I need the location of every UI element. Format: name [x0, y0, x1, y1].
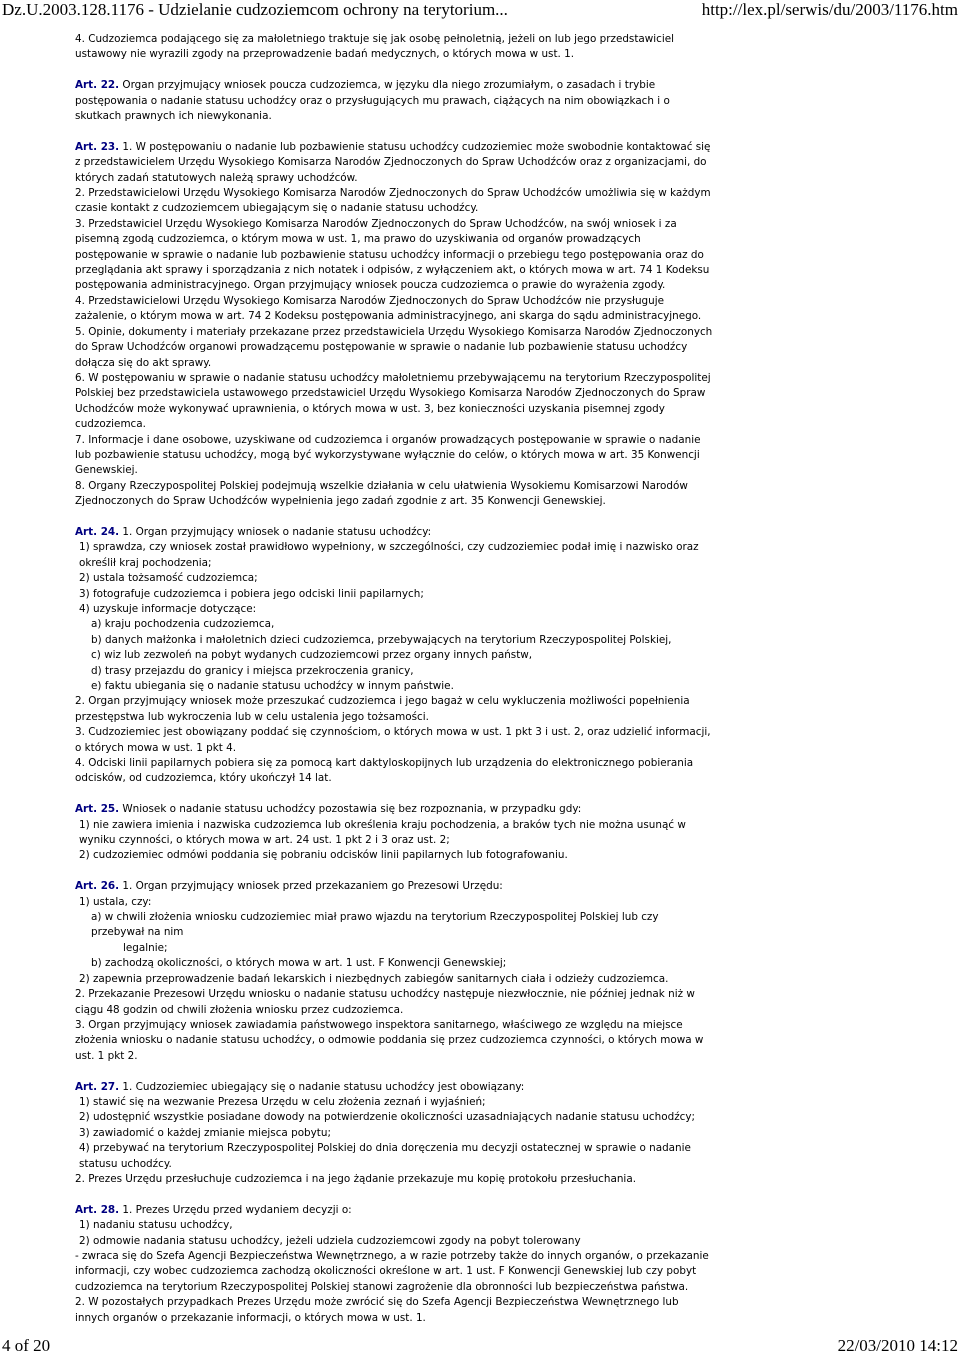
paragraph-text: 1) nadaniu statusu uchodźcy, — [79, 1219, 233, 1232]
paragraph-text: 1) sprawdza, czy wniosek został prawidłowo wypełniony, w szczególności, czy cudzoziemiec podał imię i nazwisko oraz określił kraj pochodzenia; — [79, 541, 699, 569]
paragraph — [75, 587, 715, 602]
paragraph — [75, 725, 715, 756]
paragraph — [75, 1126, 715, 1141]
paragraph — [75, 1018, 715, 1064]
paragraph-text: 1. Prezes Urzędu przed wydaniem decyzji o: — [119, 1203, 352, 1216]
paragraph-text: b) danych małżonka i małoletnich dzieci cudzoziemca, przebywających na terytorium Rzeczypospolitej Polskiej, — [91, 633, 672, 646]
paragraph — [75, 1295, 715, 1326]
paragraph-text: - zwraca się do Szefa Agencji Bezpieczeństwa Wewnętrznego, a w razie potrzeby także do innych organów, o przekazanie informacji, czy wobec cudzoziemca zachodzą okoliczności określone w art. 1 ust. F Konwencji Genewskiej lub czy pobyt cudzoziemca na terytorium Rzeczypospolitej Polskiej stanowi zagrożenie dla obronności lub bezpieczeństwa państwa. — [75, 1249, 709, 1293]
paragraph — [75, 186, 715, 217]
paragraph-text: 3) fotografuje cudzoziemca i pobiera jego odciski linii papilarnych; — [79, 587, 424, 600]
paragraph-text: 8. Organy Rzeczypospolitej Polskiej podejmują wszelkie działania w celu ułatwienia Wysokiemu Komisarzowi Narodów Zjednoczonych do Spraw Uchodźców wypełnienia jego zadań zgodnie z art. 35 Konwencji Genewskiej. — [75, 479, 688, 508]
paragraph — [75, 895, 715, 910]
paragraph — [75, 32, 715, 63]
article-number: Art. 28. — [75, 1203, 120, 1216]
article-paragraph — [75, 802, 715, 817]
paragraph — [75, 571, 715, 586]
article-number: Art. 27. — [75, 1080, 120, 1093]
article-number: Art. 24. — [75, 525, 120, 538]
paragraph — [75, 679, 715, 694]
paragraph — [75, 956, 715, 971]
article-number: Art. 22. — [75, 79, 120, 92]
paragraph-text: 1. Organ przyjmujący wniosek o nadanie statusu uchodźcy: — [119, 525, 432, 538]
paragraph-text: 1. Cudzoziemiec ubiegający się o nadanie statusu uchodźcy jest obowiązany: — [119, 1080, 525, 1093]
paragraph-text: 5. Opinie, dokumenty i materiały przekazane przez przedstawiciela Urzędu Wysokiego Komisarza Narodów Zjednoczonych do Spraw Uchodźców organowi prowadzącemu postępowanie w sprawie o nadanie lub pozbawienie statusu uchodźcy dołącza się do akt sprawy. — [75, 325, 713, 369]
paragraph — [75, 633, 715, 648]
paragraph-text: d) trasy przejazdu do granicy i miejsca przekroczenia granicy, — [91, 664, 414, 677]
paragraph — [75, 648, 715, 663]
paragraph-text: 1) stawić się na wezwanie Prezesa Urzędu w celu złożenia zeznań i wyjaśnień; — [79, 1095, 486, 1108]
paragraph — [75, 294, 715, 325]
paragraph-text: 4) uzyskuje informacje dotyczące: — [79, 602, 257, 615]
paragraph-text: 1. W postępowaniu o nadanie lub pozbawienie statusu uchodźcy cudzoziemiec może swobodnie kontaktować się z przedstawicielem Urzędu Wysokiego Komisarza Narodów Zjednoczonych do Spraw Uchodźców oraz z organizacjami, do których zadań statutowych należą sprawy uchodźców. — [75, 140, 711, 184]
paragraph-text: 2. Organ przyjmujący wniosek może przeszukać cudzoziemca i jego bagaż w celu wykluczenia możliwości popełnienia przestępstwa lub wykroczenia lub w celu ustalenia jego tożsamości. — [75, 695, 690, 723]
paragraph — [75, 664, 715, 679]
paragraph — [75, 694, 715, 725]
document-url[interactable]: http://lex.pl/serwis/du/2003/1176.htm — [701, 0, 958, 19]
paragraph — [75, 325, 715, 371]
paragraph — [75, 1141, 715, 1172]
paragraph-text: legalnie; — [123, 941, 168, 954]
paragraph — [75, 371, 715, 433]
paragraph-text: 2) cudzoziemiec odmówi poddania się pobraniu odcisków linii papilarnych lub fotografowaniu. — [79, 849, 568, 862]
paragraph-text: 3. Cudzoziemiec jest obowiązany poddać się czynnościom, o których mowa w ust. 1 pkt 3 i ust. 2, oraz udzielić informacji, o których mowa w ust. 1 pkt 4. — [75, 726, 711, 754]
paragraph-text: a) w chwili złożenia wniosku cudzoziemiec miał prawo wjazdu na terytorium Rzeczypospolitej Polskiej lub czy przebywał na nim — [91, 911, 659, 939]
paragraph-text: 7. Informacje i dane osobowe, uzyskiwane od cudzoziemca i organów prowadzących postępowanie w sprawie o nadanie lub pozbawienie statusu uchodźcy, mogą być wykorzystywane wyłącznie do celów, o których mowa w art. 35 Konwencji Genewskiej. — [75, 433, 701, 477]
paragraph-text: 2. Prezes Urzędu przesłuchuje cudzoziemca i na jego żądanie przekazuje mu kopię protokołu przesłuchania. — [75, 1172, 636, 1185]
paragraph-text: 1. Organ przyjmujący wniosek przed przekazaniem go Prezesowi Urzędu: — [119, 880, 503, 893]
paragraph-text: 2) zapewnia przeprowadzenie badań lekarskich i niezbędnych zabiegów sanitarnych ciała i odzieży cudzoziemca. — [79, 972, 669, 985]
paragraph-text: 3. Organ przyjmujący wniosek zawiadamia państwowego inspektora sanitarnego, właściwego ze względu na miejsce złożenia wniosku o nadanie statusu uchodźcy, o odmowie poddania się przez cudzoziemca czynności, o których mowa w ust. 1 pkt 2. — [75, 1018, 704, 1062]
paragraph — [75, 941, 715, 956]
paragraph-text: 2. W pozostałych przypadkach Prezes Urzędu może zwrócić się do Szefa Agencji Bezpieczeństwa Wewnętrznego lub innych organów o przekazanie informacji, o których mowa w ust. 1. — [75, 1296, 679, 1324]
paragraph-text: b) zachodzą okoliczności, o których mowa w art. 1 ust. F Konwencji Genewskiej; — [91, 957, 507, 970]
paragraph-text: 4) przebywać na terytorium Rzeczypospolitej Polskiej do dnia doręczenia mu decyzji ostatecznej w sprawie o nadanie statusu uchodźcy. — [79, 1142, 691, 1170]
article-number: Art. 25. — [75, 803, 120, 816]
paragraph-text: 4. Cudzoziemca podającego się za małoletniego traktuje się jak osobę pełnoletnią, jeżeli on lub jego przedstawiciel ustawowy nie wyrazili zgody na przeprowadzenie badań medycznych, o których mowa w ust. 1. — [75, 33, 675, 61]
paragraph-text: 2) ustala tożsamość cudzoziemca; — [79, 572, 258, 585]
article-paragraph — [75, 525, 715, 540]
paragraph-text: 4. Przedstawicielowi Urzędu Wysokiego Komisarza Narodów Zjednoczonych do Spraw Uchodźców nie przysługuje zażalenie, o którym mowa w art. 74 2 Kodeksu postępowania administracyjnego, ani skarga do sądu administracyjnego. — [75, 294, 702, 323]
paragraph — [75, 756, 715, 787]
paragraph-text: 2) odmowie nadania statusu uchodźcy, jeżeli udziela cudzoziemcowi zgody na pobyt tolerowany — [79, 1234, 581, 1247]
article-paragraph — [75, 879, 715, 894]
paragraph — [75, 972, 715, 987]
paragraph — [75, 1172, 715, 1187]
paragraph — [75, 617, 715, 632]
article-paragraph — [75, 1203, 715, 1218]
article-number: Art. 23. — [75, 140, 120, 153]
paragraph-text: Wniosek o nadanie statusu uchodźcy pozostawia się bez rozpoznania, w przypadku gdy: — [119, 803, 582, 816]
article-paragraph — [75, 78, 715, 124]
paragraph — [75, 602, 715, 617]
paragraph-text: 3. Przedstawiciel Urzędu Wysokiego Komisarza Narodów Zjednoczonych do Spraw Uchodźców, na swój wniosek i za pisemną zgodą cudzoziemca, o którym mowa w ust. 1, ma prawo do uzyskiwania od organów prowadzących postępowanie w sprawie o nadanie lub pozbawienie statusu uchodźcy informacji o przebiegu tego postępowania oraz do przeglądania akt sprawy i sporządzania z nich notatek i odpisów, z wyłączeniem akt, o których mowa w art. 74 1 Kodeksu postępowania administracyjnego. Organ przyjmujący wniosek poucza cudzoziemca o prawie do wyrażenia zgody. — [75, 217, 710, 292]
paragraph — [75, 1110, 715, 1125]
paragraph-text: 1) nie zawiera imienia i nazwiska cudzoziemca lub określenia kraju pochodzenia, a braków tych nie można usunąć w wyniku czynności, o których mowa w art. 24 ust. 1 pkt 2 i 3 oraz ust. 2; — [79, 818, 686, 847]
paragraph — [75, 1095, 715, 1110]
print-footer — [0, 1336, 960, 1356]
paragraph-text: 2. Przekazanie Prezesowi Urzędu wniosku o nadanie statusu uchodźcy następuje niezwłocznie, nie później jednak niż w ciągu 48 godzin od chwili złożenia wniosku przez cudzoziemca. — [75, 988, 695, 1016]
paragraph-text: 6. W postępowaniu w sprawie o nadanie statusu uchodźcy małoletniemu przebywającemu na terytorium Rzeczypospolitej Polskiej bez przedstawiciela ustawowego przedstawiciel Urzędu Wysokiego Komisarza Narodów Zjednoczonych do Spraw Uchodźców może wykonywać uprawnienia, o których mowa w ust. 3, bez konieczności uzyskania pisemnej zgody cudzoziemca. — [75, 371, 711, 431]
article-paragraph — [75, 140, 715, 186]
paragraph-text: e) faktu ubiegania się o nadanie statusu uchodźcy w innym państwie. — [91, 680, 454, 693]
paragraph — [75, 1218, 715, 1233]
paragraph — [75, 433, 715, 479]
paragraph — [75, 910, 715, 941]
paragraph-text: 2. Przedstawicielowi Urzędu Wysokiego Komisarza Narodów Zjednoczonych do Spraw Uchodźców umożliwia się w każdym czasie kontakt z cudzoziemcem ubiegającym się o nadanie statusu uchodźcy. — [75, 187, 711, 215]
paragraph-text: 2) udostępnić wszystkie posiadane dowody na potwierdzenie okoliczności uzasadniających nadanie statusu uchodźcy; — [79, 1111, 696, 1124]
paragraph — [75, 848, 715, 863]
paragraph-text: 1) ustala, czy: — [79, 895, 152, 908]
paragraph — [75, 1249, 715, 1295]
document-title: Dz.U.2003.128.1176 - Udzielanie cudzoziemcom ochrony na terytorium... — [2, 0, 508, 19]
paragraph — [75, 1234, 715, 1249]
print-datetime: 22/03/2010 14:12 — [837, 1336, 958, 1355]
document-body — [75, 32, 715, 1326]
article-paragraph — [75, 1080, 715, 1095]
paragraph-text: c) wiz lub zezwoleń na pobyt wydanych cudzoziemcowi przez organy innych państw, — [91, 649, 533, 662]
article-number: Art. 26. — [75, 880, 120, 893]
page-counter: 4 of 20 — [2, 1336, 51, 1355]
paragraph-text: 3) zawiadomić o każdej zmianie miejsca pobytu; — [79, 1126, 331, 1139]
paragraph — [75, 540, 715, 571]
print-header — [0, 0, 960, 20]
paragraph-text: a) kraju pochodzenia cudzoziemca, — [91, 618, 275, 631]
paragraph — [75, 479, 715, 510]
paragraph — [75, 818, 715, 849]
paragraph-text: Organ przyjmujący wniosek poucza cudzoziemca, w języku dla niego zrozumiałym, o zasadach i trybie postępowania o nadanie statusu uchodźcy oraz o przysługujących mu prawach, ciążących na nim obowiązkach i o skutkach prawnych ich niewykonania. — [75, 79, 670, 123]
paragraph — [75, 987, 715, 1018]
paragraph-text: 4. Odciski linii papilarnych pobiera się za pomocą kart daktyloskopijnych lub urządzenia do elektronicznego pobierania odcisków, od cudzoziemca, który ukończył 14 lat. — [75, 757, 694, 785]
paragraph — [75, 217, 715, 294]
